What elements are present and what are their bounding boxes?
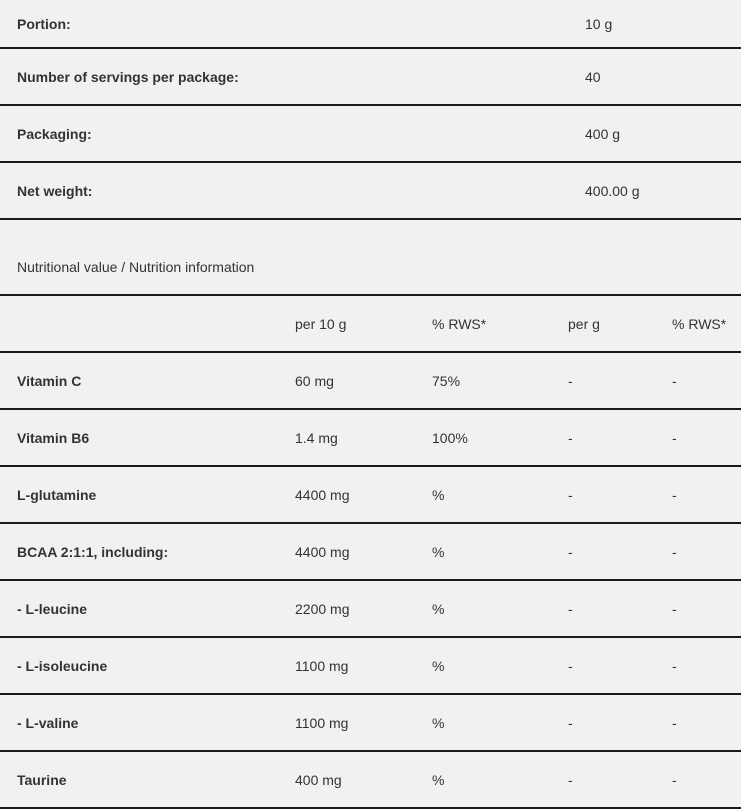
cell-rws-10g: %	[432, 600, 445, 617]
nutrition-section-title-row	[0, 240, 741, 296]
row-label: BCAA 2:1:1, including:	[17, 543, 169, 560]
cell-per-g: -	[568, 657, 573, 674]
cell-per-g: -	[568, 429, 573, 446]
cell-per-10g: 4400 mg	[295, 486, 350, 503]
cell-per-g: -	[568, 771, 573, 788]
column-header-per-g: per g	[568, 315, 600, 332]
cell-rws-10g: %	[432, 771, 445, 788]
info-value: 10 g	[585, 15, 613, 32]
row-label: L-glutamine	[17, 486, 97, 503]
cell-rws-10g: %	[432, 543, 445, 560]
table-row-l-valine	[0, 695, 741, 752]
cell-per-10g: 2200 mg	[295, 600, 350, 617]
info-row-net-weight	[0, 163, 741, 220]
cell-rws-g: -	[672, 714, 677, 731]
info-value: 400 g	[585, 125, 621, 142]
table-row-vitamin-b6	[0, 410, 741, 467]
cell-rws-g: -	[672, 771, 677, 788]
cell-rws-g: -	[672, 372, 677, 389]
column-header-rws-g: % RWS*	[672, 315, 727, 332]
table-row-l-glutamine	[0, 467, 741, 524]
cell-rws-10g: 100%	[432, 429, 468, 446]
table-row-taurine	[0, 752, 741, 809]
cell-rws-10g: %	[432, 486, 445, 503]
cell-rws-g: -	[672, 543, 677, 560]
table-row-l-leucine	[0, 581, 741, 638]
cell-per-10g: 1100 mg	[295, 657, 349, 674]
nutrition-table	[0, 240, 741, 809]
row-label: - L-leucine	[17, 600, 88, 617]
info-label: Packaging:	[17, 125, 92, 142]
row-label: Vitamin C	[17, 372, 82, 389]
cell-per-g: -	[568, 372, 573, 389]
column-header-row	[0, 296, 741, 353]
info-value: 400.00 g	[585, 182, 640, 199]
row-label: Vitamin B6	[17, 429, 90, 446]
info-row-packaging	[0, 106, 741, 163]
cell-per-g: -	[568, 714, 573, 731]
cell-per-g: -	[568, 486, 573, 503]
row-label: Taurine	[17, 771, 67, 788]
cell-per-10g: 4400 mg	[295, 543, 350, 560]
info-label: Number of servings per package:	[17, 68, 239, 85]
nutrition-section-title: Nutritional value / Nutrition information	[17, 259, 255, 275]
cell-per-g: -	[568, 600, 573, 617]
cell-rws-g: -	[672, 600, 677, 617]
cell-rws-g: -	[672, 657, 677, 674]
row-label: - L-isoleucine	[17, 657, 108, 674]
cell-rws-10g: %	[432, 657, 445, 674]
cell-rws-g: -	[672, 486, 677, 503]
table-row-vitamin-c	[0, 353, 741, 410]
info-label: Portion:	[17, 15, 71, 32]
info-row-servings	[0, 49, 741, 106]
row-label: - L-valine	[17, 714, 79, 731]
info-value: 40	[585, 68, 601, 85]
cell-per-10g: 400 mg	[295, 771, 342, 788]
info-label: Net weight:	[17, 182, 93, 199]
cell-per-10g: 1.4 mg	[295, 429, 338, 446]
cell-per-10g: 60 mg	[295, 372, 334, 389]
column-header-per-10g: per 10 g	[295, 315, 347, 332]
info-row-portion	[0, 0, 741, 49]
cell-rws-10g: %	[432, 714, 445, 731]
cell-rws-g: -	[672, 429, 677, 446]
cell-per-g: -	[568, 543, 573, 560]
table-row-bcaa	[0, 524, 741, 581]
cell-rws-10g: 75%	[432, 372, 461, 389]
product-info-table	[0, 0, 741, 220]
table-row-l-isoleucine	[0, 638, 741, 695]
column-header-rws-10g: % RWS*	[432, 315, 487, 332]
cell-per-10g: 1100 mg	[295, 714, 349, 731]
